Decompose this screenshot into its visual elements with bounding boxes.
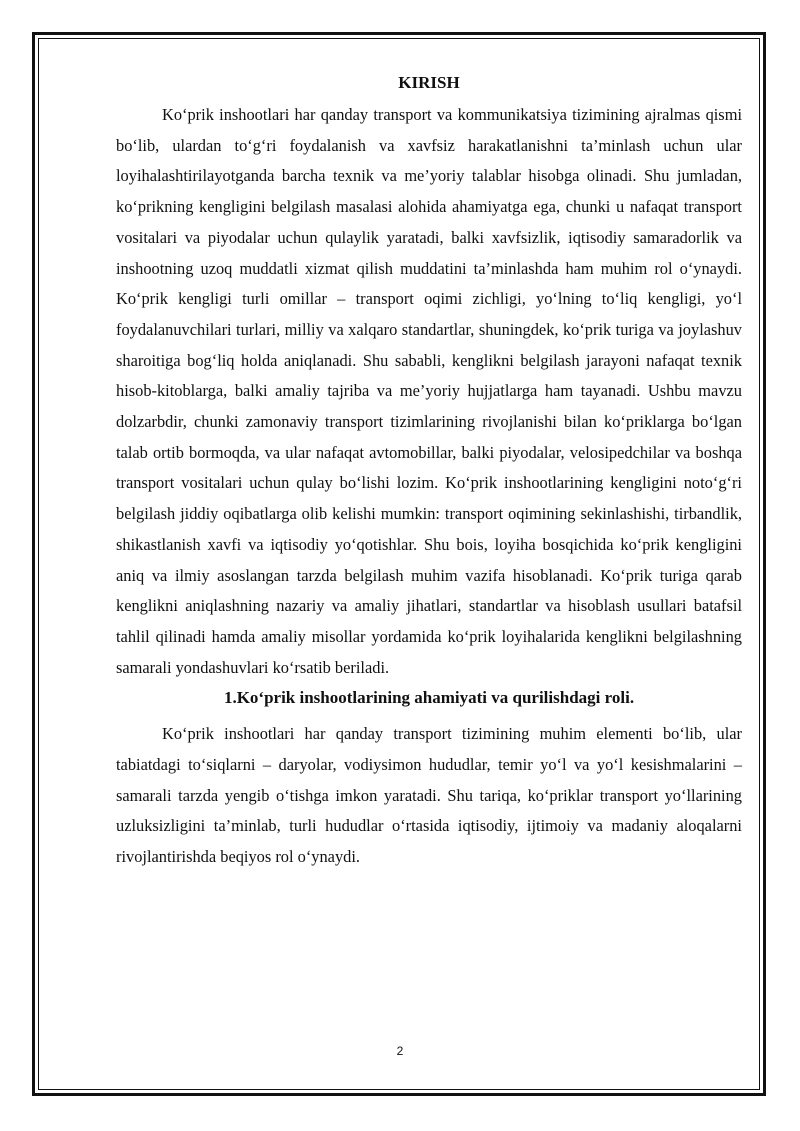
document-title: KIRISH xyxy=(398,73,460,92)
page-number: 2 xyxy=(396,1044,404,1058)
section-heading: 1.Ko‘prik inshootlarining ahamiyati va qurilishdagi roli. xyxy=(223,688,635,708)
page-content xyxy=(116,72,742,873)
intro-paragraph: Ko‘prik inshootlari har qanday transport va kommunikatsiya tizimining ajralmas qismi bo‘lib, ulardan to‘g‘ri foydalanish va xavfsiz harakatlanishni ta’minlash uchun ular loyihalashtirilayotganda barcha texnik va me’yoriy talablar hisobga olinadi. Shu jumladan, ko‘prikning kengligini belgilash masalasi alohida ahamiyatga ega, chunki u nafaqat transport vositalari va piyodalar uchun qulaylik yaratadi, balki xavfsizlik, iqtisodiy samaradorlik va inshootning uzoq muddatli xizmat qilish muddatini ta’minlashda ham muhim rol o‘ynaydi. Ko‘prik kengligi turli omillar – transport oqimi zichligi, yo‘lning to‘liq kengligi, yo‘l foydalanuvchilari turlari, milliy va xalqaro standartlar, shuningdek, ko‘prik turiga va joylashuv sharoitiga bog‘liq holda aniqlanadi. Shu sababli, kenglikni belgilash jarayoni nafaqat texnik hisob-kitoblarga, balki amaliy tajriba va me’yoriy hujjatlarga ham tayanadi. Ushbu mavzu dolzarbdir, chunki zamonaviy transport tizimlarining rivojlanishi bilan ko‘priklarga bo‘lgan talab ortib bormoqda, va ular nafaqat avtomobillar, balki piyodalar, velosipedchilar va boshqa transport vositalari uchun qulay bo‘lishi lozim. Ko‘prik inshootlarining kengligini noto‘g‘ri belgilash jiddiy oqibatlarga olib kelishi mumkin: transport oqimining sekinlashishi, tirbandlik, shikastlanish xavfi va iqtisodiy yo‘qotishlar. Shu bois, loyiha bosqichida ko‘prik kengligini aniq va ilmiy asoslangan tarzda belgilash muhim vazifa hisoblanadi. Ko‘prik turiga qarab kenglikni aniqlashning nazariy va amaliy jihatlari, standartlar va hisoblash usullari batafsil tahlil qilinadi hamda amaliy misollar yordamida ko‘prik loyihalarida kenglikni belgilashning samarali yondashuvlari ko‘rsatib beriladi. xyxy=(116,105,742,677)
section-paragraph: Ko‘prik inshootlari har qanday transport tizimining muhim elementi bo‘lib, ular tabiatdagi to‘siqlarni – daryolar, vodiysimon hududlar, temir yo‘l va yo‘l kesishmalarini – samarali tarzda yengib o‘tishga imkon yaratadi. Shu tariqa, ko‘priklar transport yo‘llarining uzluksizligini ta’minlab, turli hududlar o‘rtasida iqtisodiy, ijtimoiy va madaniy aloqalarni rivojlantirishda beqiyos rol o‘ynaydi. xyxy=(116,724,742,867)
